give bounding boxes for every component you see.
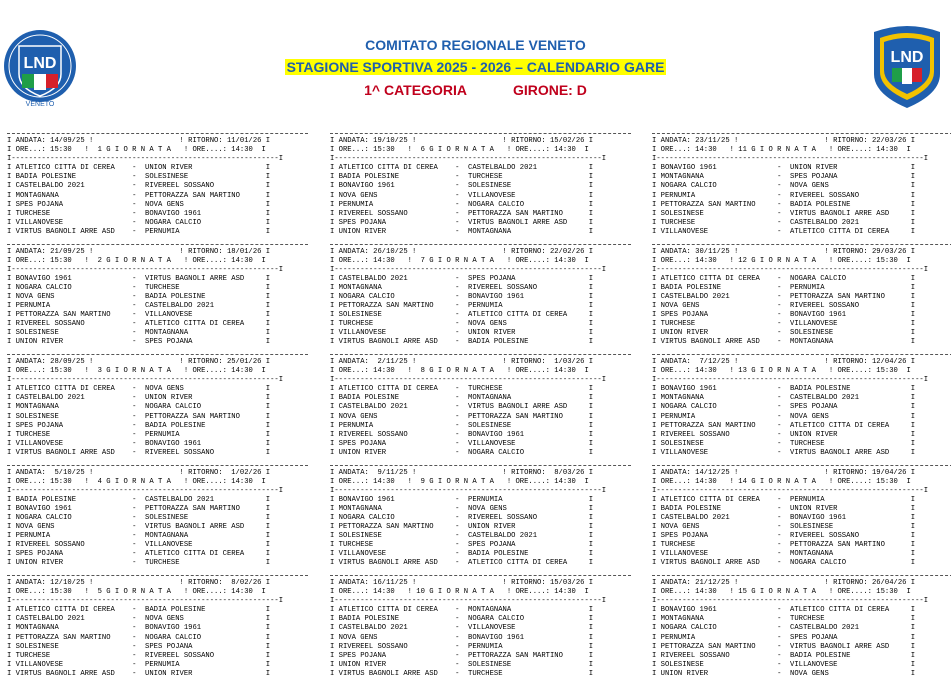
match-row: I VIRTUS BAGNOLI ARRE ASD - NOGARA CALCIO I bbox=[652, 559, 916, 568]
block-separator bbox=[652, 575, 951, 577]
match-row: I ATLETICO CITTA DI CEREA - TURCHESE I bbox=[330, 385, 594, 394]
match-row: I VIRTUS BAGNOLI ARRE ASD - TURCHESE I bbox=[330, 669, 594, 678]
divider-line: I--------------------------------------------------------------I bbox=[7, 486, 284, 495]
match-row: I NOVA GENS - BADIA POLESINE I bbox=[7, 292, 271, 301]
divider-line: I--------------------------------------------------------------I bbox=[7, 155, 284, 164]
match-row: I SOLESINESE - ATLETICO CITTA DI CEREA I bbox=[330, 311, 594, 320]
match-row: I PETTORAZZA SAN MARTINO - BADIA POLESINE I bbox=[652, 200, 916, 209]
date-line: I ANDATA: 23/11/25 ! ! RITORNO: 22/03/26 I bbox=[652, 137, 916, 145]
time-giornata-line: I ORE...: 14:30 ! 12 G I O R N A T A ! ORE....: 15:30 I bbox=[652, 256, 911, 265]
time-giornata-line: I ORE...: 14:30 ! 15 G I O R N A T A ! ORE....: 15:30 I bbox=[652, 588, 911, 597]
match-row: I CASTELBALDO 2021 - RIVEREEL SOSSANO I bbox=[7, 182, 271, 191]
match-row: I ATLETICO CITTA DI CEREA - MONTAGNANA I bbox=[330, 606, 594, 615]
match-row: I UNION RIVER - MONTAGNANA I bbox=[330, 227, 594, 236]
giornata-block bbox=[7, 465, 327, 574]
divider-line: I--------------------------------------------------------------I bbox=[652, 155, 929, 164]
giornata-block bbox=[330, 575, 650, 684]
block-separator bbox=[652, 244, 951, 246]
block-separator bbox=[330, 465, 631, 467]
match-row: I BONAVIGO 1961 - UNION RIVER I bbox=[652, 164, 916, 173]
match-row: I BONAVIGO 1961 - PERNUMIA I bbox=[330, 495, 594, 504]
time-giornata-line: I ORE...: 14:30 ! 9 G I O R N A T A ! ORE....: 14:30 I bbox=[330, 477, 589, 486]
match-row: I VILLANOVESE - NOGARA CALCIO I bbox=[7, 218, 271, 227]
match-row: I UNION RIVER - SOLESINESE I bbox=[330, 660, 594, 669]
match-row: I MONTAGNANA - CASTELBALDO 2021 I bbox=[652, 394, 916, 403]
date-line: I ANDATA: 2/11/25 ! ! RITORNO: 1/03/26 I bbox=[330, 358, 594, 366]
match-row: I BADIA POLESINE - UNION RIVER I bbox=[652, 504, 916, 513]
match-row: I TURCHESE - NOVA GENS I bbox=[330, 320, 594, 329]
match-row: I VIRTUS BAGNOLI ARRE ASD - UNION RIVER I bbox=[7, 669, 271, 678]
match-row: I CASTELBALDO 2021 - VILLANOVESE I bbox=[330, 624, 594, 633]
divider-line: I--------------------------------------------------------------I bbox=[652, 376, 929, 385]
match-row: I CASTELBALDO 2021 - UNION RIVER I bbox=[7, 394, 271, 403]
time-giornata-line: I ORE...: 14:30 ! 10 G I O R N A T A ! ORE....: 14:30 I bbox=[330, 588, 589, 597]
match-row: I ATLETICO CITTA DI CEREA - BADIA POLESINE I bbox=[7, 606, 271, 615]
date-line: I ANDATA: 9/11/25 ! ! RITORNO: 8/03/26 I bbox=[330, 468, 594, 477]
match-row: I SOLESINESE - TURCHESE I bbox=[652, 439, 916, 448]
match-row: I BONAVIGO 1961 - VIRTUS BAGNOLI ARRE ASD I bbox=[7, 274, 271, 283]
match-row: I PERNUMIA - NOGARA CALCIO I bbox=[330, 200, 594, 209]
match-row: I UNION RIVER - SOLESINESE I bbox=[652, 329, 916, 338]
date-line: I ANDATA: 21/12/25 ! ! RITORNO: 26/04/26 I bbox=[652, 579, 916, 587]
match-row: I ATLETICO CITTA DI CEREA - UNION RIVER I bbox=[7, 164, 271, 173]
date-line: I ANDATA: 19/10/25 ! ! RITORNO: 15/02/26 I bbox=[330, 137, 594, 145]
date-line: I ANDATA: 16/11/25 ! ! RITORNO: 15/03/26 I bbox=[330, 579, 594, 587]
match-row: I VIRTUS BAGNOLI ARRE ASD - BADIA POLESINE I bbox=[330, 338, 594, 347]
match-row: I SOLESINESE - VIRTUS BAGNOLI ARRE ASD I bbox=[652, 209, 916, 218]
block-separator bbox=[330, 575, 631, 577]
time-giornata-line: I ORE...: 15:30 ! 4 G I O R N A T A ! ORE....: 14:30 I bbox=[7, 477, 266, 486]
match-row: I CASTELBALDO 2021 - NOVA GENS I bbox=[7, 615, 271, 624]
match-row: I UNION RIVER - NOGARA CALCIO I bbox=[330, 448, 594, 457]
date-line: I ANDATA: 14/12/25 ! ! RITORNO: 19/04/26 I bbox=[652, 468, 916, 477]
category-label: 1^ CATEGORIA bbox=[364, 82, 467, 98]
match-row: I CASTELBALDO 2021 - SPES POJANA I bbox=[330, 274, 594, 283]
block-separator bbox=[7, 354, 308, 356]
match-row: I SPES POJANA - NOVA GENS I bbox=[7, 200, 271, 209]
match-row: I PERNUMIA - CASTELBALDO 2021 I bbox=[7, 302, 271, 311]
match-row: I MONTAGNANA - NOVA GENS I bbox=[330, 504, 594, 513]
match-row: I PETTORAZZA SAN MARTINO - VILLANOVESE I bbox=[7, 311, 271, 320]
date-line: I ANDATA: 5/10/25 ! ! RITORNO: 1/02/26 I bbox=[7, 468, 271, 477]
match-row: I SPES POJANA - PETTORAZZA SAN MARTINO I bbox=[330, 651, 594, 660]
block-separator bbox=[652, 465, 951, 467]
match-row: I VILLANOVESE - UNION RIVER I bbox=[330, 329, 594, 338]
match-row: I PERNUMIA - SPES POJANA I bbox=[652, 633, 916, 642]
schedule-column-1 bbox=[7, 131, 327, 684]
match-row: I NOVA GENS - RIVEREEL SOSSANO I bbox=[652, 302, 916, 311]
match-row: I BONAVIGO 1961 - PETTORAZZA SAN MARTINO I bbox=[7, 504, 271, 513]
svg-text:VENETO: VENETO bbox=[25, 101, 55, 108]
match-row: I NOGARA CALCIO - TURCHESE I bbox=[7, 283, 271, 292]
match-row: I BONAVIGO 1961 - SOLESINESE I bbox=[330, 182, 594, 191]
girone-label: GIRONE: D bbox=[512, 82, 587, 98]
match-row: I NOGARA CALCIO - NOVA GENS I bbox=[652, 182, 916, 191]
block-separator bbox=[7, 244, 308, 246]
match-row: I SPES POJANA - VILLANOVESE I bbox=[330, 439, 594, 448]
match-row: I CASTELBALDO 2021 - BONAVIGO 1961 I bbox=[652, 513, 916, 522]
block-separator bbox=[7, 575, 308, 577]
match-row: I BADIA POLESINE - MONTAGNANA I bbox=[330, 394, 594, 403]
match-row: I VIRTUS BAGNOLI ARRE ASD - MONTAGNANA I bbox=[652, 338, 916, 347]
match-row: I SPES POJANA - RIVEREEL SOSSANO I bbox=[652, 532, 916, 541]
match-row: I NOVA GENS - VIRTUS BAGNOLI ARRE ASD I bbox=[7, 523, 271, 532]
match-row: I SPES POJANA - ATLETICO CITTA DI CEREA I bbox=[7, 550, 271, 559]
svg-text:LND: LND bbox=[890, 49, 924, 66]
time-giornata-line: I ORE...: 14:30 ! 8 G I O R N A T A ! ORE....: 14:30 I bbox=[330, 367, 589, 376]
match-row: I BONAVIGO 1961 - BADIA POLESINE I bbox=[652, 385, 916, 394]
header-category bbox=[0, 81, 951, 99]
block-separator bbox=[330, 133, 631, 135]
date-line: I ANDATA: 14/09/25 ! ! RITORNO: 11/01/26 I bbox=[7, 137, 271, 145]
match-row: I PERNUMIA - SOLESINESE I bbox=[330, 421, 594, 430]
divider-line: I--------------------------------------------------------------I bbox=[330, 376, 607, 385]
match-row: I ATLETICO CITTA DI CEREA - PERNUMIA I bbox=[652, 495, 916, 504]
match-row: I SOLESINESE - SPES POJANA I bbox=[7, 642, 271, 651]
block-separator bbox=[7, 465, 308, 467]
match-row: I PETTORAZZA SAN MARTINO - PERNUMIA I bbox=[330, 302, 594, 311]
match-row: I MONTAGNANA - BONAVIGO 1961 I bbox=[7, 624, 271, 633]
match-row: I BADIA POLESINE - NOGARA CALCIO I bbox=[330, 615, 594, 624]
match-row: I MONTAGNANA - RIVEREEL SOSSANO I bbox=[330, 283, 594, 292]
match-row: I RIVEREEL SOSSANO - BADIA POLESINE I bbox=[652, 651, 916, 660]
match-row: I RIVEREEL SOSSANO - VILLANOVESE I bbox=[7, 541, 271, 550]
block-separator bbox=[330, 244, 631, 246]
giornata-block bbox=[330, 354, 650, 463]
divider-line: I--------------------------------------------------------------I bbox=[652, 265, 929, 274]
match-row: I PETTORAZZA SAN MARTINO - UNION RIVER I bbox=[330, 523, 594, 532]
match-row: I MONTAGNANA - SPES POJANA I bbox=[652, 173, 916, 182]
block-separator bbox=[330, 354, 631, 356]
match-row: I NOGARA CALCIO - RIVEREEL SOSSANO I bbox=[330, 513, 594, 522]
match-row: I MONTAGNANA - PETTORAZZA SAN MARTINO I bbox=[7, 191, 271, 200]
match-row: I NOGARA CALCIO - SOLESINESE I bbox=[7, 513, 271, 522]
time-giornata-line: I ORE...: 14:30 ! 13 G I O R N A T A ! ORE....: 15:30 I bbox=[652, 367, 911, 376]
date-line: I ANDATA: 21/09/25 ! ! RITORNO: 18/01/26 I bbox=[7, 247, 271, 256]
match-row: I BADIA POLESINE - TURCHESE I bbox=[330, 173, 594, 182]
date-line: I ANDATA: 26/10/25 ! ! RITORNO: 22/02/26 I bbox=[330, 247, 594, 256]
time-giornata-line: I ORE...: 15:30 ! 1 G I O R N A T A ! ORE....: 14:30 I bbox=[7, 146, 266, 155]
match-row: I RIVEREEL SOSSANO - BONAVIGO 1961 I bbox=[330, 430, 594, 439]
divider-line: I--------------------------------------------------------------I bbox=[330, 155, 607, 164]
match-row: I PETTORAZZA SAN MARTINO - NOGARA CALCIO I bbox=[7, 633, 271, 642]
giornata-block bbox=[7, 354, 327, 463]
match-row: I VILLANOVESE - PERNUMIA I bbox=[7, 660, 271, 669]
giornata-block bbox=[652, 133, 951, 242]
match-row: I SOLESINESE - VILLANOVESE I bbox=[652, 660, 916, 669]
match-row: I BADIA POLESINE - PERNUMIA I bbox=[652, 283, 916, 292]
giornata-block bbox=[652, 465, 951, 574]
match-row: I RIVEREEL SOSSANO - PETTORAZZA SAN MARTINO I bbox=[330, 209, 594, 218]
header-season bbox=[0, 58, 951, 76]
svg-text:LND: LND bbox=[23, 55, 57, 72]
match-row: I PERNUMIA - NOVA GENS I bbox=[652, 412, 916, 421]
schedule-column-2 bbox=[330, 131, 650, 684]
match-row: I CASTELBALDO 2021 - PETTORAZZA SAN MARTINO I bbox=[652, 292, 916, 301]
match-row: I VILLANOVESE - BADIA POLESINE I bbox=[330, 550, 594, 559]
header-title: COMITATO REGIONALE VENETO bbox=[365, 37, 586, 53]
match-row: I TURCHESE - CASTELBALDO 2021 I bbox=[652, 218, 916, 227]
match-row: I PERNUMIA - RIVEREEL SOSSANO I bbox=[652, 191, 916, 200]
divider-line: I--------------------------------------------------------------I bbox=[330, 597, 607, 606]
divider-line: I--------------------------------------------------------------I bbox=[652, 486, 929, 495]
match-row: I VILLANOVESE - VIRTUS BAGNOLI ARRE ASD I bbox=[652, 448, 916, 457]
giornata-block bbox=[652, 244, 951, 353]
date-line: I ANDATA: 30/11/25 ! ! RITORNO: 29/03/26 I bbox=[652, 247, 916, 256]
match-row: I UNION RIVER - SPES POJANA I bbox=[7, 338, 271, 347]
giornata-block bbox=[7, 575, 327, 684]
time-giornata-line: I ORE...: 15:30 ! 5 G I O R N A T A ! ORE....: 14:30 I bbox=[7, 588, 266, 597]
block-separator bbox=[7, 133, 308, 135]
divider-line: I--------------------------------------------------------------I bbox=[330, 265, 607, 274]
match-row: I TURCHESE - PETTORAZZA SAN MARTINO I bbox=[652, 541, 916, 550]
time-giornata-line: I ORE...: 14:30 ! 7 G I O R N A T A ! ORE....: 14:30 I bbox=[330, 256, 589, 265]
match-row: I NOGARA CALCIO - SPES POJANA I bbox=[652, 403, 916, 412]
match-row: I VIRTUS BAGNOLI ARRE ASD - ATLETICO CITTA DI CEREA I bbox=[330, 559, 594, 568]
match-row: I SOLESINESE - MONTAGNANA I bbox=[7, 329, 271, 338]
match-row: I MONTAGNANA - TURCHESE I bbox=[652, 615, 916, 624]
time-giornata-line: I ORE...: 14:30 ! 14 G I O R N A T A ! ORE....: 15:30 I bbox=[652, 477, 911, 486]
match-row: I BADIA POLESINE - CASTELBALDO 2021 I bbox=[7, 495, 271, 504]
match-row: I TURCHESE - BONAVIGO 1961 I bbox=[7, 209, 271, 218]
giornata-block bbox=[7, 133, 327, 242]
season-highlight: STAGIONE SPORTIVA 2025 - 2026 – CALENDARIO GARE bbox=[286, 59, 665, 75]
match-row: I VILLANOVESE - ATLETICO CITTA DI CEREA I bbox=[652, 227, 916, 236]
block-separator bbox=[652, 354, 951, 356]
giornata-block bbox=[7, 244, 327, 353]
match-row: I RIVEREEL SOSSANO - PERNUMIA I bbox=[330, 642, 594, 651]
divider-line: I--------------------------------------------------------------I bbox=[7, 376, 284, 385]
match-row: I UNION RIVER - NOVA GENS I bbox=[652, 669, 916, 678]
match-row: I NOVA GENS - SOLESINESE I bbox=[652, 523, 916, 532]
giornata-block bbox=[330, 465, 650, 574]
match-row: I PERNUMIA - MONTAGNANA I bbox=[7, 532, 271, 541]
giornata-block bbox=[652, 354, 951, 463]
block-separator bbox=[652, 133, 951, 135]
match-row: I TURCHESE - SPES POJANA I bbox=[330, 541, 594, 550]
match-row: I SPES POJANA - BONAVIGO 1961 I bbox=[652, 311, 916, 320]
match-row: I VIRTUS BAGNOLI ARRE ASD - PERNUMIA I bbox=[7, 227, 271, 236]
match-row: I RIVEREEL SOSSANO - UNION RIVER I bbox=[652, 430, 916, 439]
match-row: I SPES POJANA - VIRTUS BAGNOLI ARRE ASD I bbox=[330, 218, 594, 227]
match-row: I TURCHESE - VILLANOVESE I bbox=[652, 320, 916, 329]
time-giornata-line: I ORE...: 15:30 ! 2 G I O R N A T A ! ORE....: 14:30 I bbox=[7, 256, 266, 265]
match-row: I ATLETICO CITTA DI CEREA - NOGARA CALCIO I bbox=[652, 274, 916, 283]
match-row: I SOLESINESE - CASTELBALDO 2021 I bbox=[330, 532, 594, 541]
match-row: I BONAVIGO 1961 - ATLETICO CITTA DI CEREA I bbox=[652, 606, 916, 615]
divider-line: I--------------------------------------------------------------I bbox=[7, 597, 284, 606]
divider-line: I--------------------------------------------------------------I bbox=[652, 597, 929, 606]
match-row: I RIVEREEL SOSSANO - ATLETICO CITTA DI CEREA I bbox=[7, 320, 271, 329]
giornata-block bbox=[330, 244, 650, 353]
time-giornata-line: I ORE...: 15:30 ! 3 G I O R N A T A ! ORE....: 14:30 I bbox=[7, 367, 266, 376]
match-row: I MONTAGNANA - NOGARA CALCIO I bbox=[7, 403, 271, 412]
giornata-block bbox=[652, 575, 951, 684]
match-row: I UNION RIVER - TURCHESE I bbox=[7, 559, 271, 568]
match-row: I NOVA GENS - VILLANOVESE I bbox=[330, 191, 594, 200]
match-row: I ATLETICO CITTA DI CEREA - NOVA GENS I bbox=[7, 385, 271, 394]
match-row: I CASTELBALDO 2021 - VIRTUS BAGNOLI ARRE ASD I bbox=[330, 403, 594, 412]
time-giornata-line: I ORE...: 15:30 ! 6 G I O R N A T A ! ORE....: 14:30 I bbox=[330, 146, 589, 155]
match-row: I SPES POJANA - BADIA POLESINE I bbox=[7, 421, 271, 430]
giornata-block bbox=[330, 133, 650, 242]
match-row: I PETTORAZZA SAN MARTINO - ATLETICO CITTA DI CEREA I bbox=[652, 421, 916, 430]
match-row: I BADIA POLESINE - SOLESINESE I bbox=[7, 173, 271, 182]
match-row: I NOGARA CALCIO - BONAVIGO 1961 I bbox=[330, 292, 594, 301]
date-line: I ANDATA: 7/12/25 ! ! RITORNO: 12/04/26 I bbox=[652, 358, 916, 366]
time-giornata-line: I ORE...: 14:30 ! 11 G I O R N A T A ! ORE....: 14:30 I bbox=[652, 146, 911, 155]
match-row: I TURCHESE - RIVEREEL SOSSANO I bbox=[7, 651, 271, 660]
schedule-column-3 bbox=[652, 131, 951, 684]
divider-line: I--------------------------------------------------------------I bbox=[7, 265, 284, 274]
match-row: I ATLETICO CITTA DI CEREA - CASTELBALDO 2021 I bbox=[330, 164, 594, 173]
match-row: I VILLANOVESE - BONAVIGO 1961 I bbox=[7, 439, 271, 448]
match-row: I NOVA GENS - BONAVIGO 1961 I bbox=[330, 633, 594, 642]
match-row: I NOGARA CALCIO - CASTELBALDO 2021 I bbox=[652, 624, 916, 633]
match-row: I VIRTUS BAGNOLI ARRE ASD - RIVEREEL SOSSANO I bbox=[7, 448, 271, 457]
date-line: I ANDATA: 28/09/25 ! ! RITORNO: 25/01/26 I bbox=[7, 358, 271, 366]
divider-line: I--------------------------------------------------------------I bbox=[330, 486, 607, 495]
match-row: I NOVA GENS - PETTORAZZA SAN MARTINO I bbox=[330, 412, 594, 421]
match-row: I TURCHESE - PERNUMIA I bbox=[7, 430, 271, 439]
date-line: I ANDATA: 12/10/25 ! ! RITORNO: 8/02/26 I bbox=[7, 579, 271, 587]
match-row: I SOLESINESE - PETTORAZZA SAN MARTINO I bbox=[7, 412, 271, 421]
match-row: I VILLANOVESE - MONTAGNANA I bbox=[652, 550, 916, 559]
match-row: I PETTORAZZA SAN MARTINO - VIRTUS BAGNOLI ARRE ASD I bbox=[652, 642, 916, 651]
